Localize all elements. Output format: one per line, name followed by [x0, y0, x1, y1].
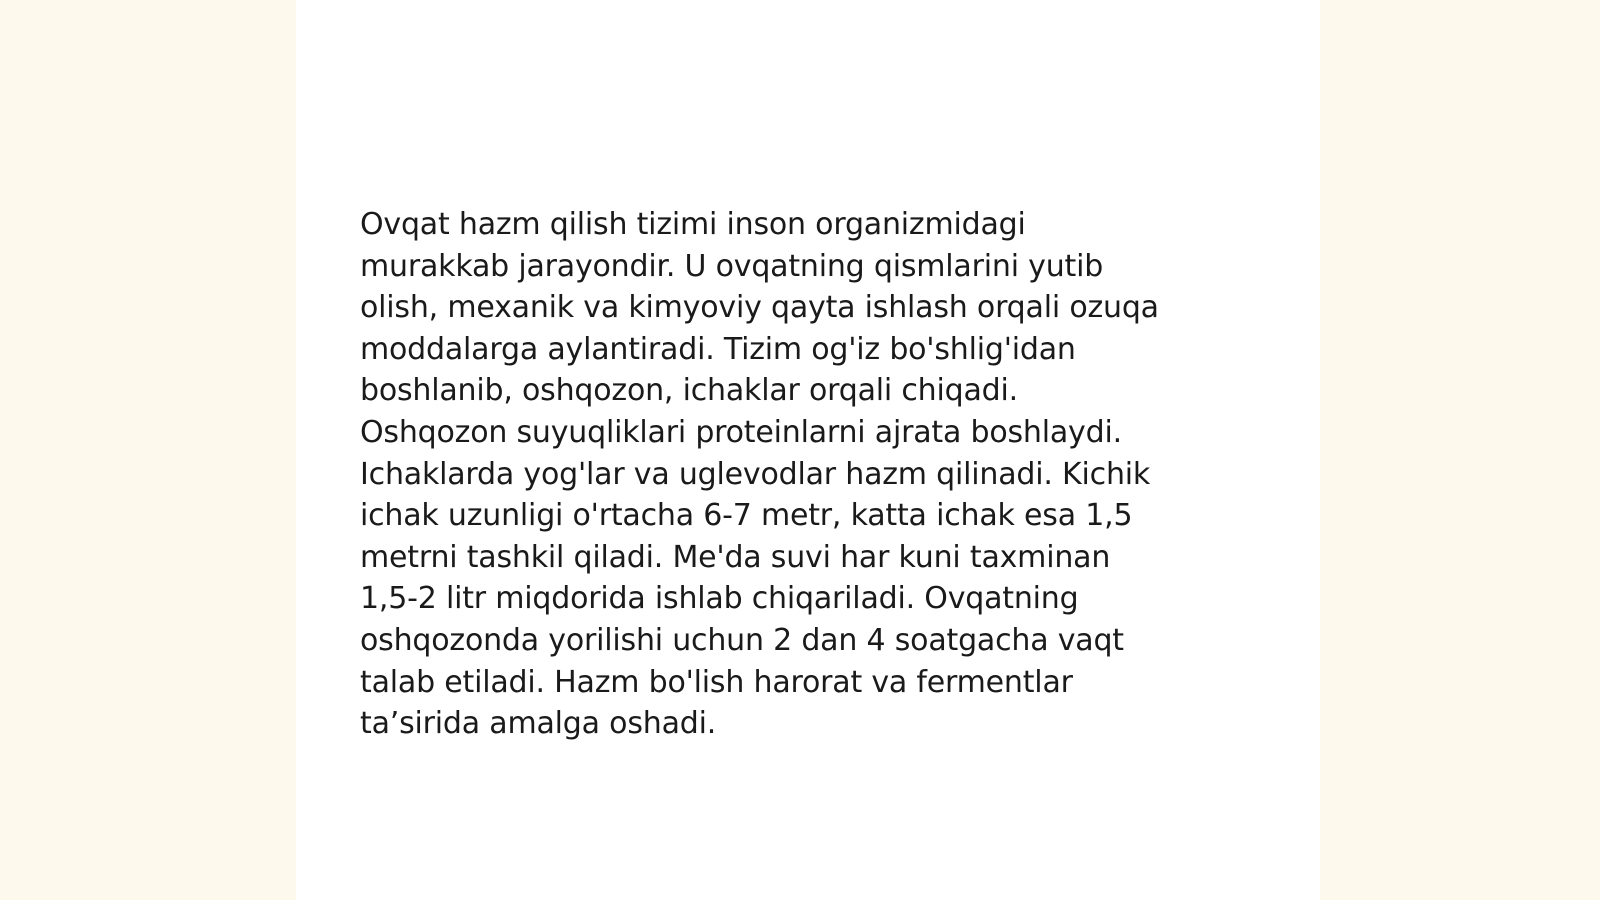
document-page: [296, 0, 1320, 900]
paragraph-line: 1,5-2 litr miqdorida ishlab chiqariladi. Ovqatning: [360, 581, 1079, 617]
paragraph-line: ichak uzunligi o'rtacha 6-7 metr, katta ichak esa 1,5: [360, 498, 1133, 534]
paragraph-line: boshlanib, oshqozon, ichaklar orqali chiqadi.: [360, 373, 1018, 409]
paragraph-line: Ichaklarda yog'lar va uglevodlar hazm qilinadi. Kichik: [360, 456, 1151, 492]
paragraph-line: ta’sirida amalga oshadi.: [360, 706, 717, 742]
paragraph-line: murakkab jarayondir. U ovqatning qismlarini yutib: [360, 248, 1104, 284]
paragraph-line: talab etiladi. Hazm bo'lish harorat va fermentlar: [360, 664, 1073, 700]
paragraph-line: Ovqat hazm qilish tizimi inson organizmidagi: [360, 207, 1026, 242]
paragraph-line: olish, mexanik va kimyoviy qayta ishlash orqali ozuqa: [360, 290, 1159, 326]
paragraph-line: moddalarga aylantiradi. Tizim og'iz bo'shlig'idan: [360, 331, 1076, 367]
body-paragraph: [360, 204, 1240, 745]
paragraph-line: oshqozonda yorilishi uchun 2 dan 4 soatgacha vaqt: [360, 622, 1124, 658]
paragraph-line: Oshqozon suyuqliklari proteinlarni ajrata boshlaydi.: [360, 414, 1122, 450]
paragraph-line: metrni tashkil qiladi. Me'da suvi har kuni taxminan: [360, 539, 1111, 575]
